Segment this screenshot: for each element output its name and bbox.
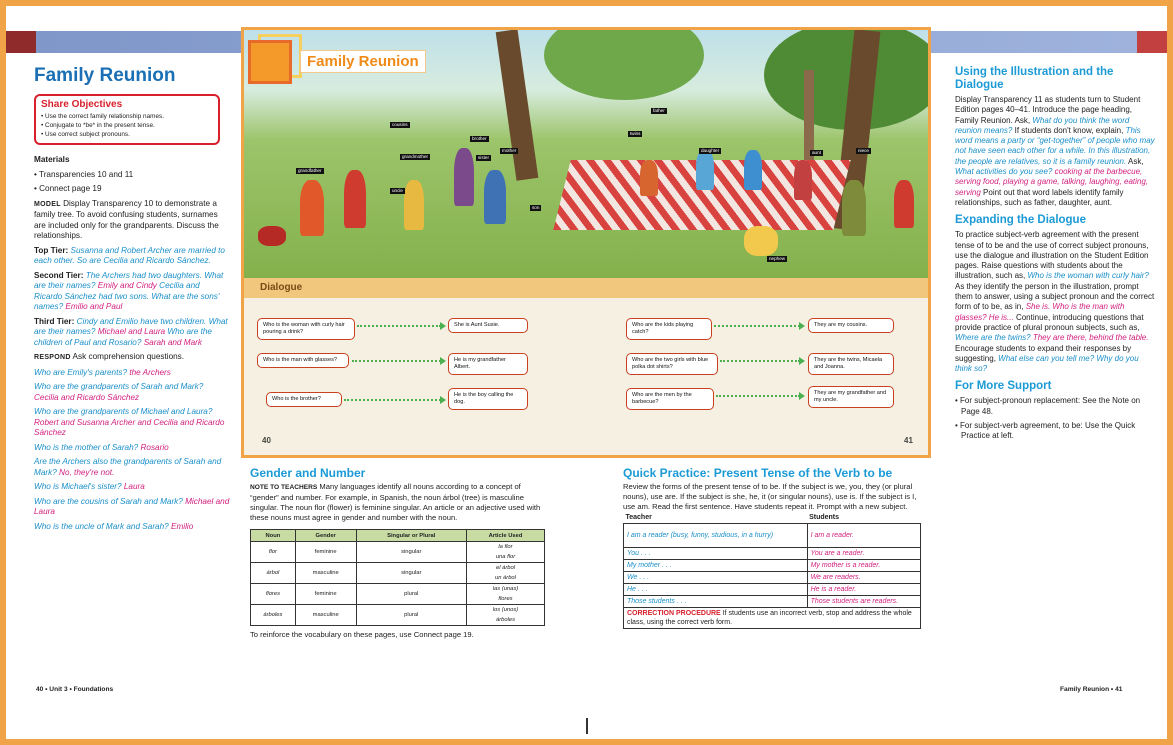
qa-item: Who are the cousins of Sarah and Mark? Michael and Laura [34, 496, 230, 516]
table-row: My mother . . . My mother is a reader. [624, 560, 921, 572]
table-header: Gender [295, 530, 356, 542]
support-item: • For subject-verb agreement, to be: Use the Quick Practice at left. [955, 421, 1136, 441]
illustration-paragraph: Display Transparency 11 as students turn to Student Edition pages 40–41. Introduce the page heading, Family Reunion. Ask, What do you think the word reunion means? If students don't know, explain, This word means a party or “get-together” of people who may not have seen each other for a while. In this illustration, the people are relatives, so it is a family reunion. Ask, What activities do you see? cooking at the barbecue, serving food, playing a game, talking, laughing, eating, serving Point out that word labels identify family relationships, such as father, daughter, aunt. [955, 95, 1155, 207]
third-tier: Third Tier: Cindy and Emilio have two children. What are their names? Michael and Laura Who are the children of Paul and Rosario? Sarah and Mark [34, 316, 228, 347]
table-header: Noun [251, 530, 296, 542]
quick-practice-section [623, 466, 925, 629]
left-column [34, 64, 230, 536]
label-father: father [653, 108, 665, 113]
dialogue-answer: She is Aunt Susie. [448, 318, 528, 333]
objective-item: • Conjugate to *be* in the present tense. [41, 122, 155, 129]
table-row: We . . . We are readers. [624, 572, 921, 584]
objective-item: • Use correct subject pronouns. [41, 131, 130, 138]
materials-item: • Connect page 19 [34, 184, 102, 193]
practice-table [623, 513, 921, 608]
label-grandfather: grandfather [298, 168, 322, 173]
section-heading: Using the Illustration and the Dialogue [955, 66, 1114, 91]
table-header: Article Used [466, 530, 544, 542]
correction-procedure: CORRECTION PROCEDURE If students use an incorrect verb, stop and address the whole class, using the correct verb form. [623, 608, 921, 629]
left-footer: 40 • Unit 3 • Foundations [36, 686, 114, 693]
table-row: árboles masculine plural los (unos) árboles [251, 605, 545, 626]
objectives-title: Share Objectives [41, 99, 123, 110]
dialogue-area [244, 298, 928, 458]
label-cousins: cousins [392, 122, 408, 127]
qa-item: Who are the grandparents of Sarah and Mark? Cecilia and Ricardo Sánchez [34, 382, 204, 402]
table-row: I am a reader (busy, funny, studious, in a hurry) I am a reader. [624, 524, 921, 548]
gender-number-section [250, 466, 550, 640]
second-tier: Second Tier: The Archers had two daughters. What are their names? Emily and Cindy Cecilia and Ricardo Sánchez had two sons. What are the sons' names? Emilio and Paul [34, 270, 224, 311]
label-twins: twins [630, 131, 641, 136]
right-column [955, 66, 1155, 446]
materials-item: • Transparencies 10 and 11 [34, 169, 134, 179]
label-niece: niece [858, 148, 869, 153]
reunion-illustration [244, 30, 928, 278]
qa-item: Who are Emily's parents? the Archers [34, 367, 171, 377]
top-tier: Top Tier: Susanna and Robert Archer are married to each other. So are Cecilia and Ricardo Sánchez. [34, 245, 225, 265]
quick-practice-intro: Review the forms of the present tense of to be. If the subject is we, you, they (or plural nouns), use are. If the subject is she, he, it (or singular nouns), use is. If the subject is I, use am. Read the first sentence. Have students repeat it. Prompt with a new subject. [623, 482, 917, 511]
label-mother: mother [502, 148, 517, 153]
qa-item: Who are the grandparents of Michael and Laura? Robert and Susanna Archer and Cecilia and Ricardo Sánchez [34, 407, 225, 437]
objective-item: • Use the correct family relationship names. [41, 113, 164, 120]
label-uncle: uncle [392, 188, 403, 193]
label-sister: sister [478, 155, 489, 160]
table-row: He . . . He is a reader. [624, 584, 921, 596]
section-heading: For More Support [955, 380, 1052, 393]
qa-item: Who is the uncle of Mark and Sarah? Emilio [34, 521, 194, 531]
gender-table [250, 529, 545, 626]
illustration-panel [241, 27, 931, 458]
section-heading: Expanding the Dialogue [955, 214, 1086, 227]
table-row: árbol masculine singular el árbol un árbol [251, 563, 545, 584]
dialogue-answer: He is the boy calling the dog. [448, 388, 528, 410]
label-nephew: nephew [769, 256, 786, 261]
reinforce-text: To reinforce the vocabulary on these pages, use Connect page 19. [250, 630, 474, 639]
dialogue-question: Who are the two girls with blue polka dot shirts? [626, 353, 718, 375]
gender-title: Gender and Number [250, 466, 366, 480]
dialogue-question: Who is the man with glasses? [257, 353, 349, 368]
table-row: flor feminine singular la flor una flor [251, 542, 545, 563]
dialogue-answer: They are my cousins. [808, 318, 894, 333]
col-students: Students [809, 514, 840, 521]
dialogue-bar [244, 278, 928, 298]
qa-item: Who is Michael's sister? Laura [34, 482, 145, 491]
qa-item: Who is the mother of Sarah? Rosario [34, 442, 169, 452]
materials-label: Materials [34, 155, 70, 164]
right-footer: Family Reunion • 41 [1060, 686, 1123, 693]
illustration-page-right: 41 [904, 436, 913, 445]
page-title: Family Reunion [34, 65, 176, 86]
illustration-page-left: 40 [262, 436, 271, 445]
table-row: Those students . . . Those students are readers. [624, 596, 921, 608]
model-paragraph: MODEL Display Transparency 10 to demonstrate a family tree. To avoid confusing students, surnames are included only for the grandparents. Discuss the relationships. [34, 198, 219, 240]
respond-paragraph: RESPOND Ask comprehension questions. [34, 352, 185, 361]
dialogue-question: Who are the men by the barbecue? [626, 388, 714, 410]
qa-item: Are the Archers also the grandparents of Sarah and Mark? No, they're not. [34, 457, 222, 477]
dialogue-question: Who are the kids playing catch? [626, 318, 712, 340]
barbecue-grill [258, 226, 286, 246]
table-header: Singular or Plural [356, 530, 466, 542]
label-grandmother: grandmother [402, 154, 429, 159]
support-item: • For subject-pronoun replacement: See the Note on Page 48. [955, 396, 1141, 416]
objectives-box [34, 94, 220, 145]
dialogue-answer: They are the twins, Micaela and Joanna. [808, 353, 894, 375]
dialogue-answer: They are my grandfather and my uncle. [808, 386, 894, 408]
dialogue-question: Who is the woman with curly hair pouring a drink? [257, 318, 355, 340]
quick-practice-title: Quick Practice: Present Tense of the Verb to be [623, 466, 893, 480]
title-badge [248, 40, 292, 84]
table-row: flores feminine plural las (unas) flores [251, 584, 545, 605]
col-teacher: Teacher [625, 514, 652, 521]
illustration-title: Family Reunion [300, 50, 426, 73]
dialogue-question: Who is the brother? [266, 392, 342, 407]
expanding-paragraph: To practice subject-verb agreement with the present tense of to be and the use of correct subject pronouns, use the dialogue and illustration on the Student Edition pages. Raise questions with students about the illustration, such as, Who is the woman with curly hair? As they identify the person in the illustration, prompt them to answer, using a subject pronoun and the correct form of to be, as in, She is. Who is the man with glasses? He is... Continue, introducing questions that provide practice of plural pronoun subjects, such as, Where are the twins? They are there, behind the table. Encourage students to expand their responses by suggesting, What else can you tell me? Why do you think so? [955, 230, 1155, 374]
label-son: son [532, 205, 540, 210]
dialogue-answer: He is my grandfather Albert. [448, 353, 528, 375]
page-gutter-mark [586, 718, 588, 734]
table-row: You . . . You are a reader. [624, 548, 921, 560]
label-aunt: aunt [812, 150, 821, 155]
label-daughter: daughter [701, 148, 720, 153]
gender-note: NOTE TO TEACHERS Many languages identify all nouns according to a concept of “gender” and number. For example, in Spanish, the noun árbol (tree) is masculine singular. The noun flor (flower) is feminine singular. An article or an adjective used with these nouns must agree in gender and number with the noun. [250, 482, 541, 522]
label-brother: brother [472, 136, 487, 141]
dialogue-title: Dialogue [260, 282, 303, 293]
